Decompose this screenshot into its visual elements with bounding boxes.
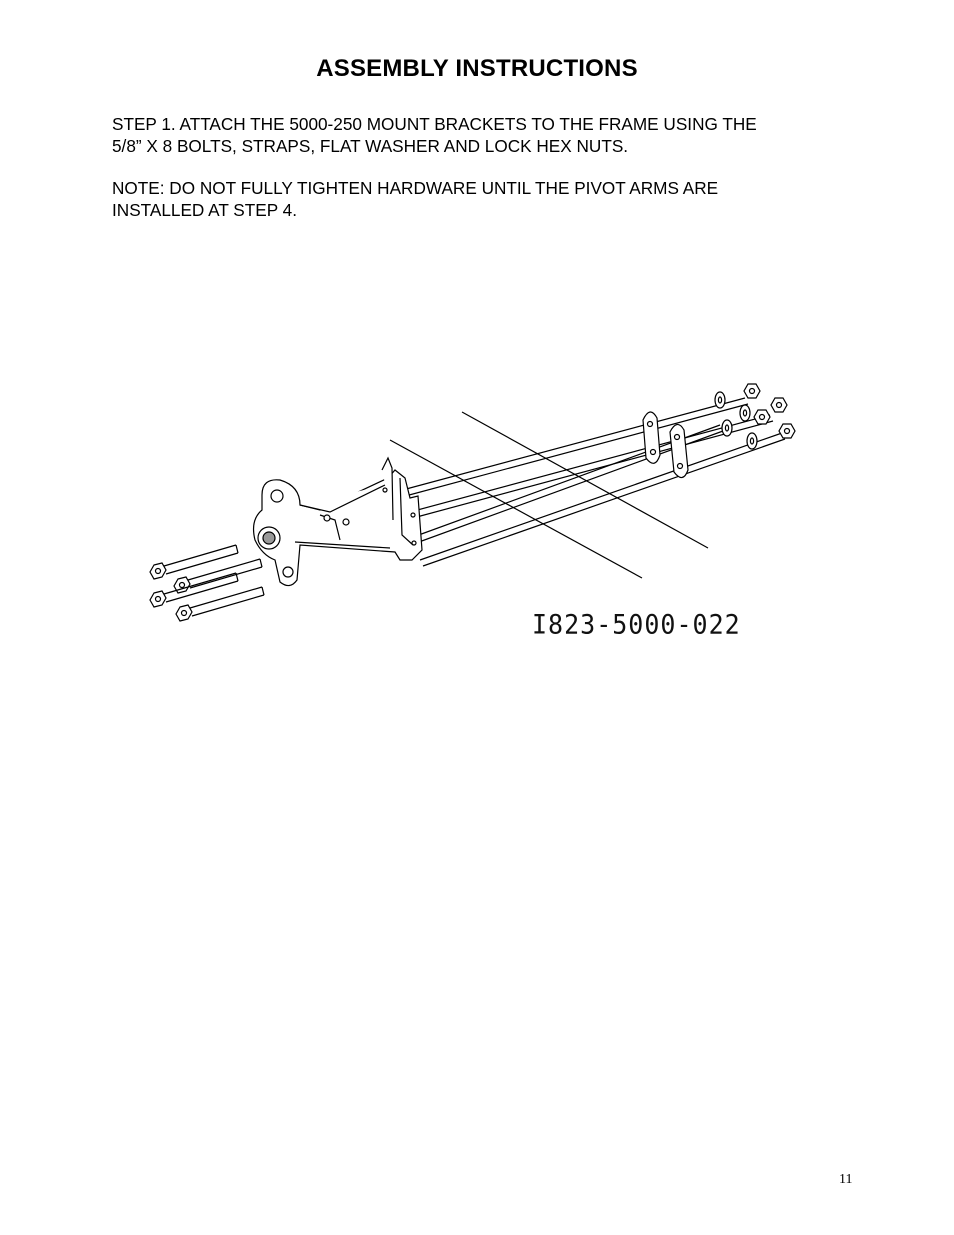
drawing-part-number: I823-5000-022 xyxy=(532,609,741,640)
page-number: 11 xyxy=(839,1172,853,1187)
step-1-line-2: 5/8” X 8 BOLTS, STRAPS, FLAT WASHER AND LOCK HEX NUTS. xyxy=(112,136,629,156)
bolt xyxy=(176,587,264,621)
mount-bracket xyxy=(254,458,422,586)
bolt xyxy=(174,559,262,593)
note-line-2: INSTALLED AT STEP 4. xyxy=(112,200,297,220)
bolt xyxy=(150,545,238,579)
strap-right xyxy=(670,424,688,477)
step-1-line-1: STEP 1. ATTACH THE 5000-250 MOUNT BRACKETS TO THE FRAME USING THE xyxy=(112,114,757,134)
assembly-note xyxy=(112,177,852,221)
note-line-1: NOTE: DO NOT FULLY TIGHTEN HARDWARE UNTIL THE PIVOT ARMS ARE xyxy=(112,178,719,198)
step-1-instructions xyxy=(112,113,852,157)
strap-left xyxy=(643,412,660,463)
lock-hex-nuts xyxy=(744,384,795,438)
bolts-5-8-x-8 xyxy=(150,545,264,621)
page-title: ASSEMBLY INSTRUCTIONS xyxy=(316,55,638,82)
